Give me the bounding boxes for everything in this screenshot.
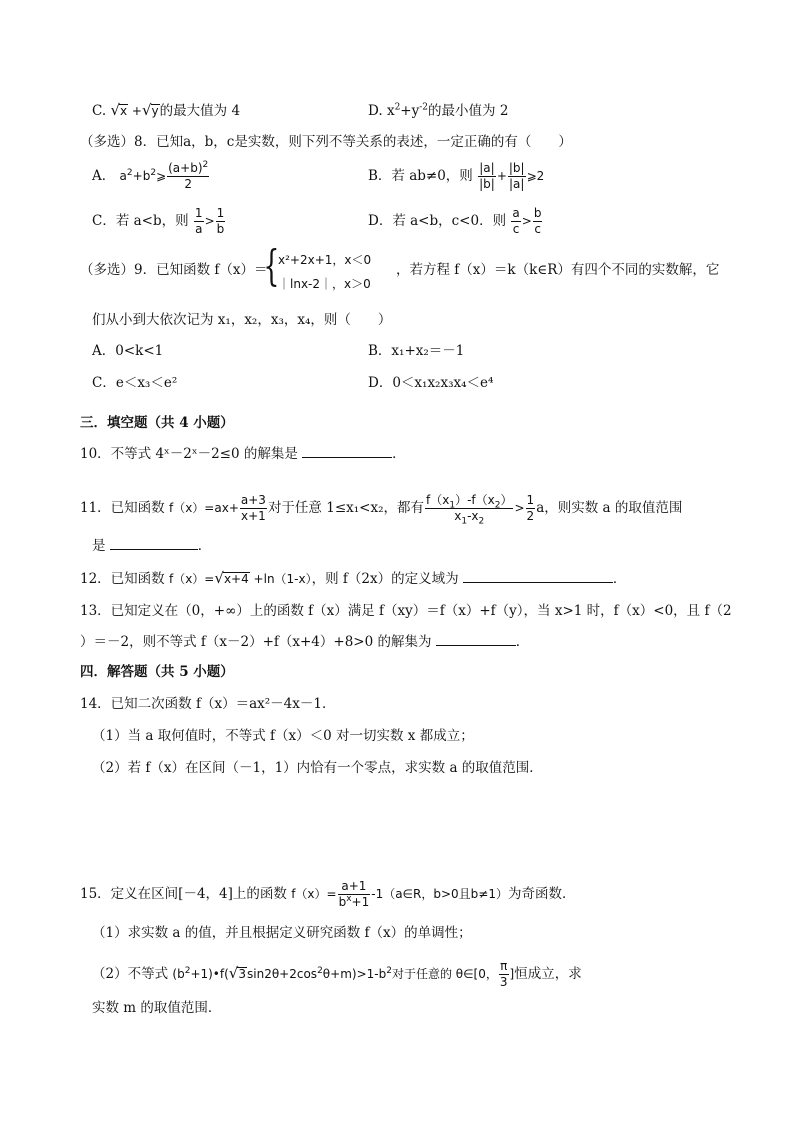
q9-suffix: ，若方程 f（x）＝k（k∈R）有四个不同的实数解，它 — [396, 262, 720, 278]
q9-case-1: x²+2x+1，x＜0 — [278, 253, 372, 267]
q7-option-d: D. $x^2+y^{-2}$的最小值为 2 — [368, 102, 509, 119]
q11-line-2: 是 ． — [92, 538, 212, 554]
q11-line-1: 11．已知函数 f（x）=ax+ $\frac{a+3}{x+1}$ 对于任意 1≤x₁<x₂，都有 $\frac{f(x_1)-f(x_2)}{x_1-x_2}$ > $\frac{1}{2}$ a，则实数 a 的取值范围 — [80, 493, 683, 527]
q8-option-a-formula: $a^2+b^2⩾$ $\frac{(a+b)^2}{2}$ — [119, 160, 209, 191]
q9-line-2: 们从小到大依次记为 x₁，x₂，x₃，x₄，则（ ） — [92, 312, 392, 328]
section-4-title: 四．解答题（共 5 小题） — [80, 664, 234, 680]
q8-option-c-formula: $\frac{1}{a}$ > $\frac{1}{b}$ — [194, 206, 225, 236]
q7-option-d-formula: $x^2+y^{-2}$ — [386, 102, 429, 119]
q15-part-1: （1）求实数 a 的值，并且根据定义研究函数 f（x）的单调性； — [92, 925, 472, 941]
q9-option-a: A．0<k<1 — [92, 343, 164, 359]
q11-difference-quotient: $\frac{f(x_1)-f(x_2)}{x_1-x_2}$ > $\frac{1}{2}$ — [426, 493, 535, 527]
q14-part-2: （2）若 f（x）在区间（－1，1）内恰有一个零点，求实数 a 的取值范围． — [92, 760, 543, 776]
q8-option-b-formula: $\frac{|a|}{|b|}$ + $\frac{|b|}{|a|}$ ⩾2 — [479, 161, 545, 191]
q12-answer-blank[interactable] — [463, 581, 613, 583]
q13-line-2: ）＝－2，则不等式 f（x－2）+f（x+4）+8>0 的解集为 ． — [80, 634, 530, 650]
q12-function-formula: f（x）=√x+4 +ln（1-x） — [168, 569, 312, 587]
q11-function-formula: f（x）=ax+ $\frac{a+3}{x+1}$ — [168, 493, 266, 523]
q9-option-d: D．0＜x₁x₂x₃x₄＜e⁴ — [368, 375, 494, 391]
q9-option-b: B．x₁+x₂＝－1 — [368, 343, 465, 359]
q9-option-c: C．e＜x₃＜e² — [92, 375, 178, 391]
q8-option-d-formula: $\frac{a}{c}$ > $\frac{b}{c}$ — [512, 206, 542, 236]
q15-inequality-formula: $(b^2+1)•f(√3\sin 2\theta+2\cos^2\theta+m)>1-b^2$对于任意的 θ∈[0， $\frac{\pi}{3}$ ] — [172, 959, 515, 989]
section-3-title: 三．填空题（共 4 小题） — [80, 415, 234, 431]
q15-function-formula: f（x）= $\frac{a+1}{b^x+1}$ -1（a∈R，b>0且b≠1） — [291, 879, 508, 909]
q13-answer-blank[interactable] — [436, 644, 516, 646]
q8-option-d: D．若 a<b，c<0．则 $\frac{a}{c}$ > $\frac{b}{c}$ — [368, 206, 542, 236]
q15-part-2: （2）不等式 $(b^2+1)•f(√3\sin 2\theta+2\cos^2\theta+m)>1-b^2$对于任意的 θ∈[0， $\frac{\pi}{3}$ ]恒成立，求 — [92, 959, 582, 989]
q8-option-b: B．若 ab≠0，则 $\frac{|a|}{|b|}$ + $\frac{|b|}{|a|}$ ⩾2 — [368, 161, 545, 191]
q14-part-1: （1）当 a 取何值时，不等式 f（x）＜0 对一切实数 x 都成立； — [92, 728, 474, 744]
q10-answer-blank[interactable] — [302, 456, 392, 458]
q15-part-2-line-2: 实数 m 的取值范围． — [92, 1000, 222, 1016]
q9-brace: { — [263, 241, 280, 290]
q7-option-c: C. √x +√y的最大值为 4 — [92, 101, 241, 119]
q12: 12．已知函数 f（x）=√x+4 +ln（1-x），则 f（2x）的定义域为 ． — [80, 569, 627, 587]
q9-case-2: ｜lnx-2｜，x＞0 — [278, 277, 371, 291]
q14-stem: 14．已知二次函数 f（x）＝ax²－4x－1． — [80, 696, 336, 712]
q13-line-1: 13．已知定义在（0，+∞）上的函数 f（x）满足 f（xy）＝f（x）+f（y），当 x>1 时，f（x）<0，且 f（2 — [80, 603, 732, 619]
q8-option-c: C．若 a<b，则 $\frac{1}{a}$ > $\frac{1}{b}$ — [92, 206, 225, 236]
q8-stem: （多选）8．已知a，b，c是实数，则下列不等关系的表述，一定正确的有（ ） — [80, 134, 572, 150]
q15-stem: 15．定义在区间[－4，4]上的函数 f（x）= $\frac{a+1}{b^x+1}$ -1（a∈R，b>0且b≠1）为奇函数． — [80, 879, 576, 909]
q10: 10．不等式 4ˣ－2ˣ－2≤0 的解集是 ． — [80, 446, 406, 462]
q7-option-c-formula: √x +√y — [110, 101, 159, 119]
q9-prefix: （多选）9．已知函数 f（x）＝ — [80, 262, 268, 278]
q11-answer-blank[interactable] — [110, 548, 198, 550]
q8-option-a: A． $a^2+b^2⩾$ $\frac{(a+b)^2}{2}$ — [92, 160, 209, 191]
